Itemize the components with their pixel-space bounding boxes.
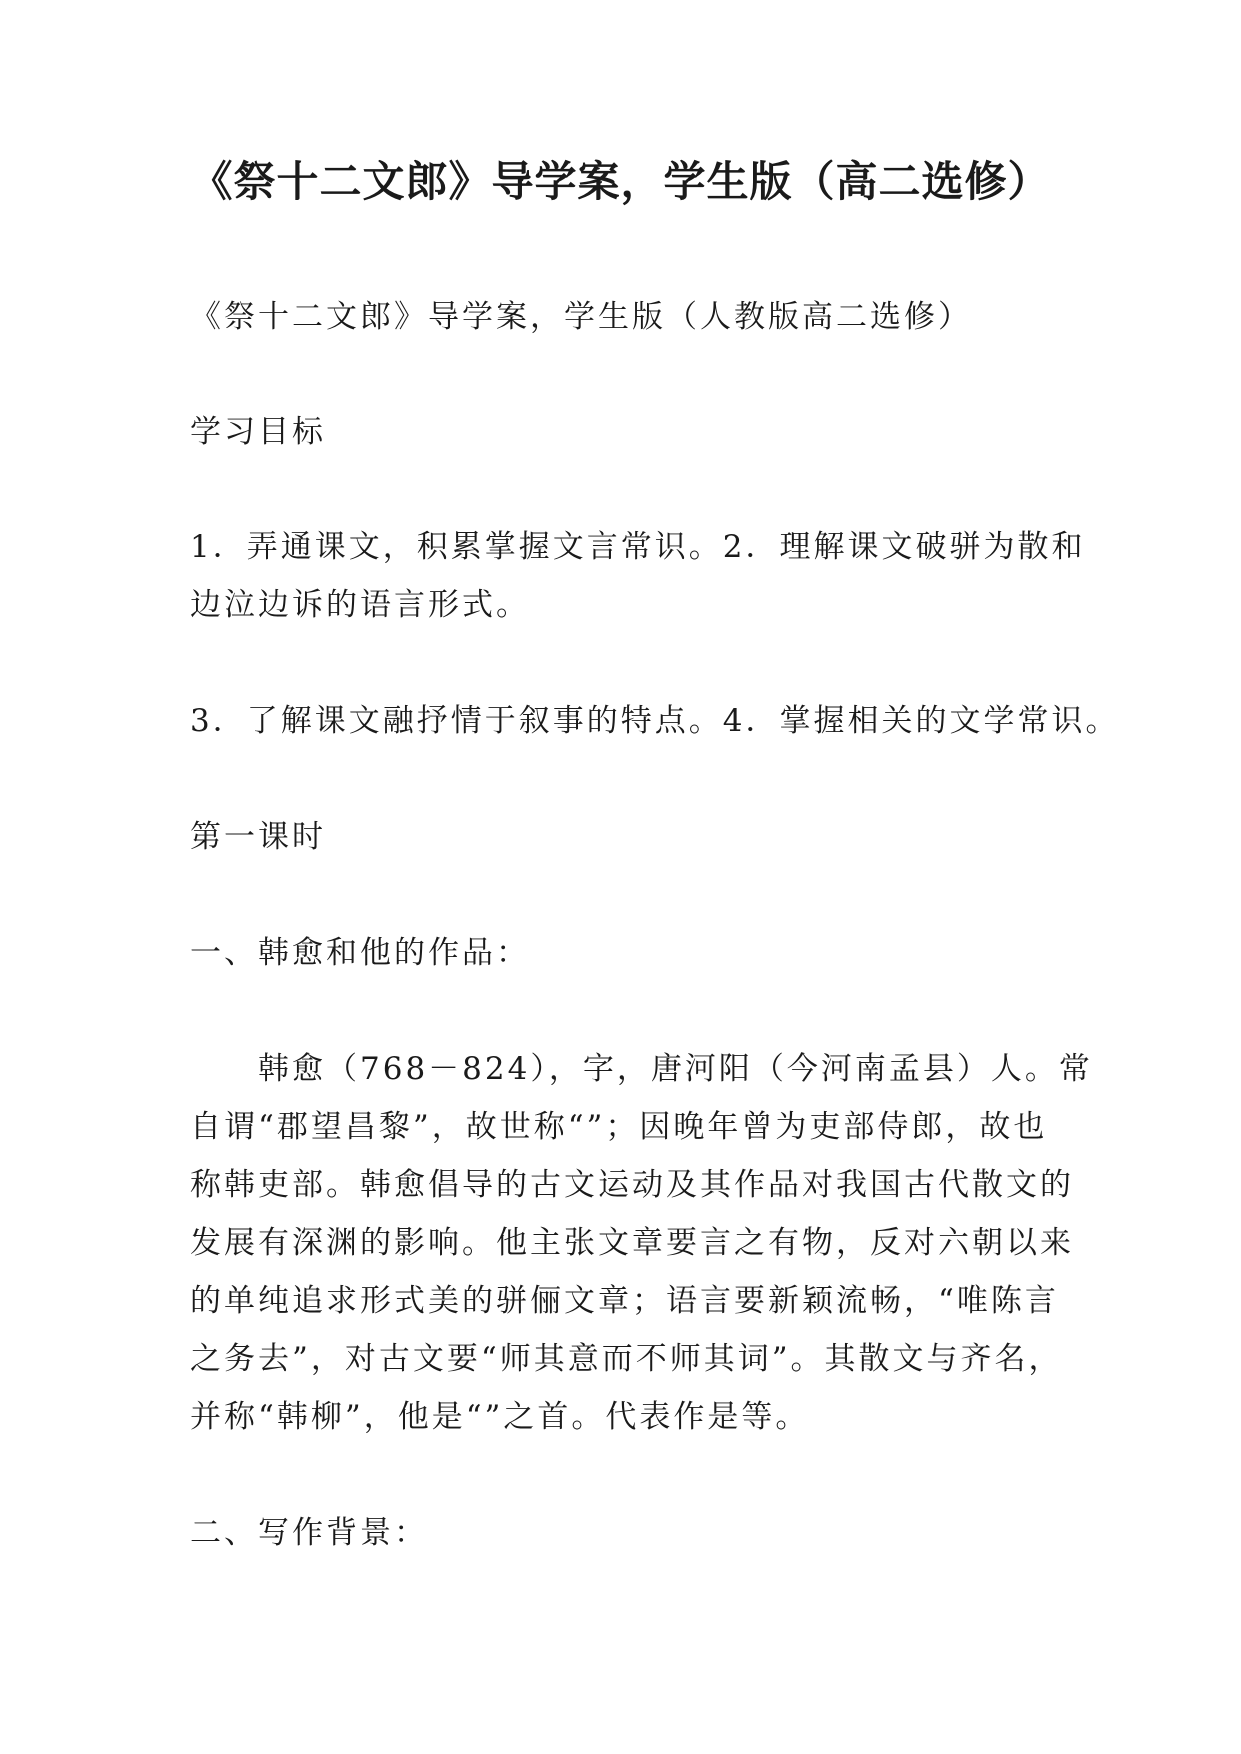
- section-1-line: 之务去”，对古文要“师其意而不师其词”。其散文与齐名，: [190, 1341, 1063, 1377]
- section-1-line: 称韩吏部。韩愈倡导的古文运动及其作品对我国古代散文的: [190, 1167, 1074, 1203]
- objectives-heading: 学习目标: [190, 414, 326, 450]
- lesson-heading: 第一课时: [190, 819, 326, 855]
- section-1-heading: 一、韩愈和他的作品：: [190, 935, 530, 971]
- document-subtitle: 《祭十二文郎》导学案，学生版（人教版高二选修）: [190, 299, 972, 335]
- document-title: 《祭十二文郎》导学案，学生版（高二选修）: [190, 157, 1051, 206]
- objectives-line-2: 边泣边诉的语言形式。: [190, 587, 530, 623]
- section-1-line: 发展有深渊的影响。他主张文章要言之有物，反对六朝以来: [190, 1225, 1074, 1261]
- section-1-line: 韩愈（768－824），字，唐河阳（今河南孟县）人。常: [190, 1051, 1093, 1087]
- objectives-line-3: 3．了解课文融抒情于叙事的特点。4．掌握相关的文学常识。: [190, 703, 1120, 739]
- section-1-line: 并称“韩柳”，他是“”之首。代表作是等。: [190, 1399, 810, 1435]
- section-2-heading: 二、写作背景：: [190, 1515, 428, 1551]
- section-1-line: 的单纯追求形式美的骈俪文章；语言要新颖流畅，“唯陈言: [190, 1283, 1059, 1319]
- objectives-line-1: 1．弄通课文，积累掌握文言常识。2．理解课文破骈为散和: [190, 529, 1086, 565]
- section-1-line: 自谓“郡望昌黎”，故世称“”；因晚年曾为吏部侍郎，故也: [190, 1109, 1048, 1145]
